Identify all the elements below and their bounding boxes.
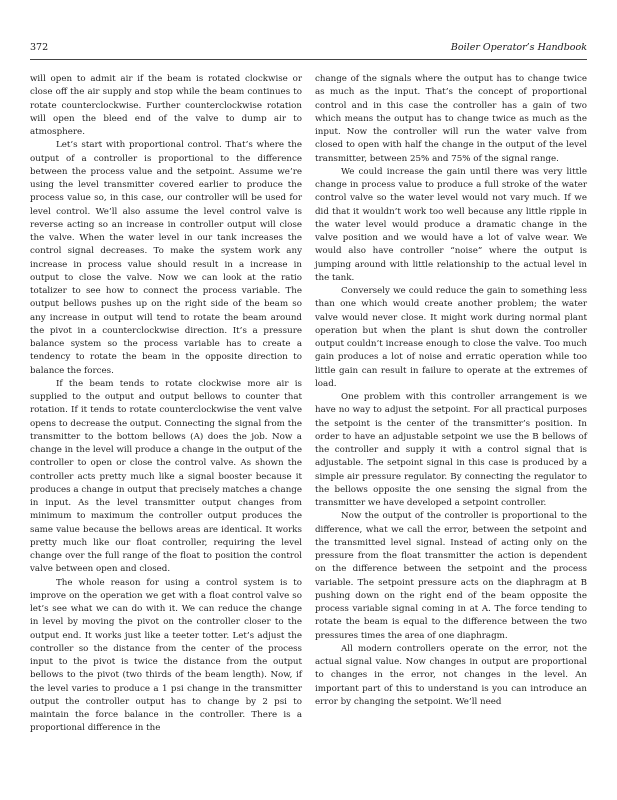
page-number: 372 bbox=[30, 42, 49, 53]
paragraph: The whole reason for using a control system is to improve on the operation we get with a float control valve so let’s see what we can do with it. We can reduce the change in level by moving the pivot on the controller closer to the output end. It works just like a teeter totter. Let’s adjust the controller so the distance from the center of the process input to the pivot is twice the distance from the output bellows to the pivot (two thirds of the beam length). Now, if the level varies to produce a 1 psi change in the transmitter output the controller output has to change by 2 psi to maintain the force balance in the controller. There is a proportional difference in the bbox=[30, 577, 302, 734]
paragraph: will open to admit air if the beam is rotated clockwise or close off the air supply and stop while the beam continues to rotate counterclockwise. Further counterclockwise rotation will open the bleed end of the valve to dump air to atmosphere. bbox=[30, 74, 302, 137]
paragraph: All modern controllers operate on the error, not the actual signal value. Now changes in output are proportional to changes in the error, not changes in the level. An important part of this to understand is you can introduce an error by changing the setpoint. We’ll need bbox=[315, 643, 587, 707]
left-column bbox=[30, 73, 302, 736]
paragraph: If the beam tends to rotate clockwise more air is supplied to the output and output bellows to counter that rotation. If it tends to rotate counterclockwise the vent valve opens to decrease the output. Connecting the signal from the transmitter to the bottom bellows (A) does the job. Now a change in the level will produce a change in the output of the controller to open or close the control valve. As shown the controller acts pretty much like a signal booster because it produces a change in output that precisely matches a change in input. As the level transmitter output changes from minimum to maximum the controller output produces the same value because the bellows areas are identical. It works pretty much like our float controller, requiring the level change over the full range of the float to position the control valve between open and closed. bbox=[30, 378, 302, 575]
header-rule bbox=[30, 59, 587, 60]
paragraph: Conversely we could reduce the gain to something less than one which would create another problem; the water valve would never close. It might work during normal plant operation but when the plant is shut down the controller output couldn’t increase enough to close the valve. Too much gain produces a lot of noise and erratic operation while too little gain can result in failure to operate at the extremes of load. bbox=[315, 286, 587, 389]
running-header bbox=[30, 42, 587, 56]
paragraph: We could increase the gain until there was very little change in process value to produce a full stroke of the water control valve so the water level would not vary much. If we did that it wouldn’t work too well because any little ripple in the water level would produce a dramatic change in the valve position and we would have a lot of valve wear. We would also have controller “noise” where the output is jumping around with little relationship to the actual level in the tank. bbox=[315, 166, 587, 283]
paragraph: One problem with this controller arrangement is we have no way to adjust the setpoint. For all practical purposes the setpoint is the center of the transmitter’s position. In order to have an adjustable setpoint we use the B bellows of the controller and supply it with a control signal that is adjustable. The setpoint signal in this case is produced by a simple air pressure regulator. By connecting the regulator to the bellows opposite the one sensing the signal from the transmitter we have developed a setpoint controller. bbox=[315, 392, 587, 508]
right-column bbox=[315, 73, 587, 709]
paragraph: Now the output of the controller is proportional to the difference, what we call the error, between the setpoint and the transmitted level signal. Instead of acting only on the pressure from the float transmitter the action is dependent on the difference between the setpoint and the process variable. The setpoint pressure acts on the diaphragm at B pushing down on the right end of the beam opposite the process variable signal coming in at A. The force tending to rotate the beam is equal to the difference between the two pressures times the area of one diaphragm. bbox=[315, 511, 587, 641]
paragraph: Let’s start with proportional control. That’s where the output of a controller is proportional to the difference between the process value and the setpoint. Assume we’re using the level transmitter covered earlier to produce the process value so, in this case, our controller will be used for level control. We’ll also assume the level control valve is reverse acting so an increase in controller output will close the valve. When the water level in our tank increases the control signal decreases. To make the system work any increase in process value should result in a increase in output to close the valve. Now we can look at the ratio totalizer to see how to connect the process variable. The output bellows pushes up on the right side of the beam so any increase in output will tend to rotate the beam around the pivot in a counterclockwise direction. It’s a pressure balance system so the process variable has to create a tendency to rotate the beam in the opposite direction to balance the forces. bbox=[30, 140, 302, 376]
book-title: Boiler Operator’s Handbook bbox=[450, 42, 587, 53]
paragraph: change of the signals where the output has to change twice as much as the input. That’s the concept of proportional control and in this case the controller has a gain of two which means the output has to change twice as much as the input. Now the controller will run the water valve from closed to open with half the change in the output of the level transmitter, between 25% and 75% of the signal range. bbox=[315, 74, 587, 164]
